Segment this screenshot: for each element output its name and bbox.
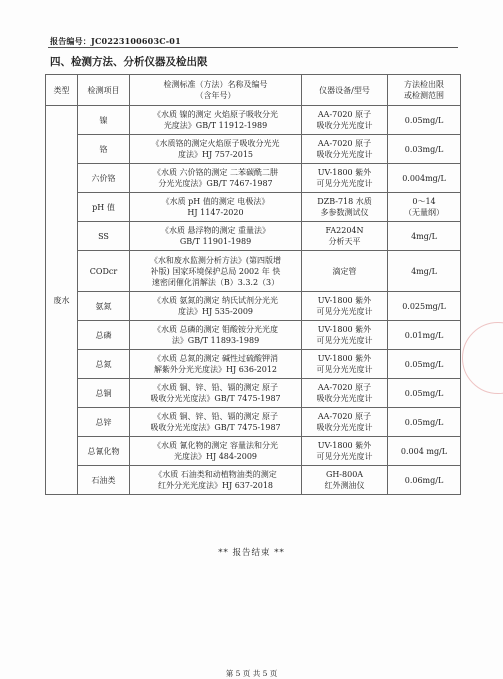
table-row (46, 164, 461, 193)
item-cell: 六价铬 (78, 164, 130, 193)
limit-cell: 0.05mg/L (388, 350, 461, 379)
standard-cell: 《水质 氰化物的测定 容量法和分光 光度法》HJ 484-2009 (130, 437, 302, 466)
limit-cell: 0.05mg/L (388, 106, 461, 135)
category-cell: 废水 (46, 106, 78, 495)
item-cell: 总氰化物 (78, 437, 130, 466)
standard-cell: 《水和废水监测分析方法》(第四版增 补版) 国家环境保护总局 2002 年 快 速密闭催化消解法（B）3.3.2（3） (130, 251, 302, 292)
standard-cell: 《水质 铜、锌、铅、镉的测定 原子 吸收分光光度法》GB/T 7475-1987 (130, 379, 302, 408)
limit-cell: 0.004mg/L (388, 164, 461, 193)
item-cell: 总磷 (78, 321, 130, 350)
table-row (46, 466, 461, 495)
item-cell: CODcr (78, 251, 130, 292)
header-type: 类型 (46, 75, 78, 106)
instrument-cell: AA-7020 原子 吸收分光光度计 (302, 106, 388, 135)
item-cell: SS (78, 222, 130, 251)
instrument-cell: UV-1800 紫外 可见分光光度计 (302, 321, 388, 350)
instrument-cell: DZB-718 水质 多参数测试仪 (302, 193, 388, 222)
item-cell: 总氮 (78, 350, 130, 379)
standard-cell: 《水质铬的测定火焰原子吸收分光光 度法》HJ 757-2015 (130, 135, 302, 164)
limit-cell: 0.025mg/L (388, 292, 461, 321)
header-standard: 检测标准（方法）名称及编号 （含年号） (130, 75, 302, 106)
limit-cell: 4mg/L (388, 222, 461, 251)
standard-cell: 《水质 总氮的测定 碱性过硫酸钾消 解紫外分光光度法》HJ 636-2012 (130, 350, 302, 379)
methods-table (45, 74, 461, 495)
item-cell: 镍 (78, 106, 130, 135)
page-footer: 第 5 页 共 5 页 (225, 669, 278, 678)
standard-cell: 《水质 镍的测定 火焰原子吸收分光 光度法》GB/T 11912-1989 (130, 106, 302, 135)
limit-cell: 0.01mg/L (388, 321, 461, 350)
limit-cell: 0.03mg/L (388, 135, 461, 164)
report-end-note: ** 报告结束 ** (218, 548, 285, 558)
limit-cell: 0.05mg/L (388, 408, 461, 437)
limit-cell: 0.06mg/L (388, 466, 461, 495)
standard-cell: 《水质 氨氮的测定 纳氏试剂分光光 度法》HJ 535-2009 (130, 292, 302, 321)
instrument-cell: AA-7020 原子 吸收分光光度计 (302, 408, 388, 437)
table-row (46, 193, 461, 222)
instrument-cell: FA2204N 分析天平 (302, 222, 388, 251)
table-row (46, 379, 461, 408)
table-row (46, 135, 461, 164)
table-row (46, 408, 461, 437)
item-cell: 总铜 (78, 379, 130, 408)
instrument-cell: GH-800A 红外测油仪 (302, 466, 388, 495)
table-row (46, 292, 461, 321)
instrument-cell: UV-1800 紫外 可见分光光度计 (302, 164, 388, 193)
instrument-cell: AA-7020 原子 吸收分光光度计 (302, 379, 388, 408)
table-row (46, 350, 461, 379)
standard-cell: 《水质 悬浮物的测定 重量法》 GB/T 11901-1989 (130, 222, 302, 251)
report-number: 报告编号：JC0223100603C-01 (50, 36, 181, 46)
item-cell: 氨氮 (78, 292, 130, 321)
instrument-cell: UV-1800 紫外 可见分光光度计 (302, 437, 388, 466)
limit-cell: 0.004 mg/L (388, 437, 461, 466)
table-row (46, 437, 461, 466)
header-instrument: 仪器设备/型号 (302, 75, 388, 106)
table-body (46, 106, 461, 495)
stamp-seal (462, 322, 503, 394)
limit-cell: 0～14 （无量纲） (388, 193, 461, 222)
instrument-cell: AA-7020 原子 吸收分光光度计 (302, 135, 388, 164)
table-row (46, 251, 461, 292)
table-row (46, 106, 461, 135)
standard-cell: 《水质 石油类和动植物油类的测定 红外分光光度法》HJ 637-2018 (130, 466, 302, 495)
limit-cell: 0.05mg/L (388, 379, 461, 408)
item-cell: 石油类 (78, 466, 130, 495)
standard-cell: 《水质 铜、锌、铅、镉的测定 原子 吸收分光光度法》GB/T 7475-1987 (130, 408, 302, 437)
table-header-row (46, 75, 461, 106)
standard-cell: 《水质 总磷的测定 钼酸铵分光光度 法》GB/T 11893-1989 (130, 321, 302, 350)
limit-cell: 4mg/L (388, 251, 461, 292)
standard-cell: 《水质 pH 值的测定 电极法》 HJ 1147-2020 (130, 193, 302, 222)
header-divider (48, 47, 458, 48)
header-limit: 方法检出限 或检测范围 (388, 75, 461, 106)
item-cell: 铬 (78, 135, 130, 164)
item-cell: pH 值 (78, 193, 130, 222)
section-title: 四、检测方法、分析仪器及检出限 (50, 56, 208, 68)
table-row (46, 321, 461, 350)
standard-cell: 《水质 六价铬的测定 二苯碳酰二肼 分光光度法》GB/T 7467-1987 (130, 164, 302, 193)
instrument-cell: 滴定管 (302, 251, 388, 292)
table-row (46, 222, 461, 251)
header-item: 检测项目 (78, 75, 130, 106)
item-cell: 总锌 (78, 408, 130, 437)
instrument-cell: UV-1800 紫外 可见分光光度计 (302, 350, 388, 379)
instrument-cell: UV-1800 紫外 可见分光光度计 (302, 292, 388, 321)
